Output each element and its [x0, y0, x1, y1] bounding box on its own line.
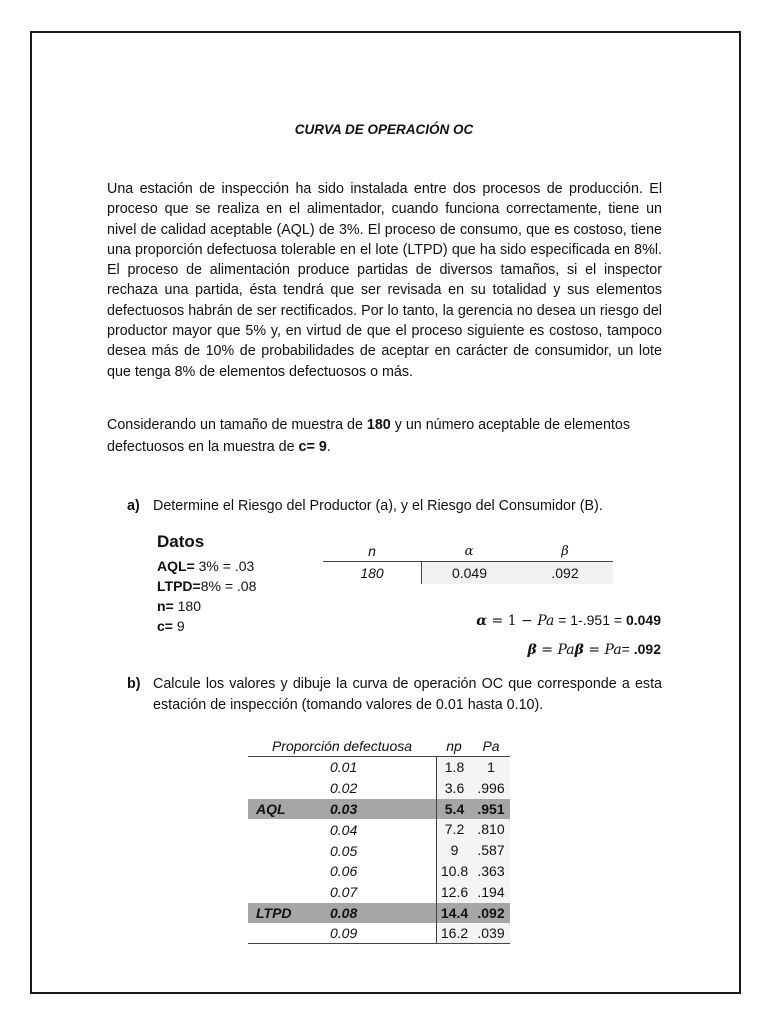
problem-statement: Una estación de inspección ha sido instalada entre dos procesos de producción. El proceso que se realiza en el alimentador, cuando funciona correctamente, tiene un nivel de calidad aceptable (AQL) de 3%. El proceso de consumo, que es costoso, tiene una proporción defectuosa tolerable en el lote (LTPD) que ha sido especificada en 8%l. El proceso de alimentación produce partidas de diversos tamaños, si el inspector rechaza una partida, ésta tendrá que ser revisada en su totalidad y sus elementos defectuosos habrán de ser rectificados. Por lo tanto, la gerencia no desea un riesgo del productor mayor que 5% y, en virtud de que el proceso siguiente es costoso, tampoco desea más de 10% de probabilidades de aceptar en carácter de consumidor, un lote que tenga 8% de elementos defectuosos o más. — [107, 181, 662, 380]
document-title: CURVA DE OPERACIÓN OC — [294, 122, 474, 137]
pa-symbol: Pa — [557, 642, 575, 658]
beta-equation — [528, 641, 661, 658]
acceptance-number-value: c= 9 — [298, 439, 327, 455]
equation-operator: = — [536, 642, 558, 658]
beta-symbol: β — [527, 642, 537, 658]
row-pa: .587 — [472, 840, 510, 861]
alpha-equation — [476, 612, 661, 629]
row-label: LTPD — [256, 904, 292, 921]
table-row — [248, 819, 510, 840]
equation-rhs: = — [621, 641, 634, 657]
row-np: 9 — [436, 840, 472, 861]
question-b-text: Calcule los valores y dibuje la curva de operación OC que corresponde a esta estación de inspección (tomando valores de 0.01 hasta 0.10). — [153, 676, 662, 713]
row-label: AQL — [256, 800, 286, 817]
datos-value: 3% = — [194, 558, 235, 574]
question-b — [127, 674, 662, 715]
row-pa: 1 — [472, 757, 510, 778]
sample-size-value: 180 — [366, 417, 391, 433]
question-a-letter: a) — [127, 498, 140, 514]
datos-heading: Datos — [157, 532, 205, 551]
cell-alpha: 0.049 — [421, 562, 517, 584]
oc-table — [248, 735, 510, 944]
row-np: 12.6 — [436, 882, 472, 903]
row-proportion: 0.09 — [330, 925, 358, 942]
row-proportion: 0.05 — [330, 842, 358, 859]
row-np: 16.2 — [436, 923, 472, 943]
datos-item-n — [157, 596, 256, 616]
row-proportion: 0.02 — [330, 780, 358, 797]
datos-value: 180 — [173, 598, 201, 614]
row-pa: .996 — [472, 778, 510, 799]
header-n: n — [368, 543, 376, 559]
table-row — [248, 861, 510, 882]
table-row-ltpd — [248, 903, 510, 924]
table-row — [248, 923, 510, 944]
row-pa: .194 — [472, 882, 510, 903]
datos-value: 9 — [172, 618, 185, 634]
sample-text-2: y un número aceptable de elementos defectuosos en la muestra de — [107, 417, 630, 455]
header-alpha: α — [464, 544, 474, 559]
sample-statement — [107, 414, 662, 458]
sample-text-3: . — [326, 439, 331, 455]
datos-item-aql — [157, 556, 256, 576]
table-row — [248, 757, 510, 778]
header-np: np — [446, 738, 462, 754]
beta-result-text — [622, 641, 661, 657]
pa-symbol: Pa — [537, 613, 555, 629]
row-proportion: 0.01 — [330, 759, 358, 776]
row-pa: .092 — [472, 903, 510, 924]
row-np: 1.8 — [436, 757, 472, 778]
datos-label: n= — [157, 598, 174, 614]
equation-operator: = 1 − — [487, 613, 538, 629]
sample-text-1: Considerando un tamaño de muestra de — [107, 417, 367, 433]
pa-symbol: Pa — [604, 642, 622, 658]
datos-value-decimal: .03 — [234, 558, 255, 574]
table-row — [248, 840, 510, 861]
table-row — [248, 778, 510, 799]
beta-result: .092 — [633, 641, 661, 657]
table-row-aql — [248, 799, 510, 820]
alpha-result: 0.049 — [625, 612, 661, 628]
row-np: 14.4 — [436, 903, 472, 924]
row-pa: .951 — [472, 799, 510, 820]
row-proportion: 0.08 — [330, 904, 358, 921]
datos-label: AQL= — [157, 558, 195, 574]
oc-table-header — [248, 735, 510, 757]
equation-rhs: = 1-.951 = — [554, 612, 626, 628]
row-np: 5.4 — [436, 799, 472, 820]
row-proportion: 0.04 — [330, 821, 358, 838]
alpha-symbol: α — [476, 613, 488, 629]
datos-label: LTPD= — [157, 578, 201, 594]
datos-item-ltpd — [157, 576, 256, 596]
question-a — [127, 498, 603, 514]
datos-label: c= — [157, 618, 173, 634]
question-a-text: Determine el Riesgo del Productor (a), y el Riesgo del Consumidor (B). — [153, 498, 603, 514]
row-pa: .363 — [472, 861, 510, 882]
row-proportion: 0.06 — [330, 863, 358, 880]
alpha-result-text — [554, 612, 661, 628]
cell-beta: .092 — [517, 562, 613, 584]
row-pa: .810 — [472, 819, 510, 840]
beta-symbol-2: β — [574, 642, 584, 658]
datos-value: 8% = — [200, 578, 237, 594]
risk-table-header — [323, 540, 613, 562]
row-np: 3.6 — [436, 778, 472, 799]
header-pa: Pa — [482, 738, 500, 754]
datos-item-c — [157, 616, 256, 636]
table-row — [248, 882, 510, 903]
header-proportion: Proporción defectuosa — [271, 737, 413, 754]
datos-list — [157, 556, 256, 636]
risk-table — [323, 540, 613, 584]
row-np: 10.8 — [436, 861, 472, 882]
datos-value-decimal: .08 — [236, 578, 257, 594]
row-proportion: 0.03 — [330, 800, 358, 817]
cell-n: 180 — [360, 565, 384, 581]
question-b-letter: b) — [127, 676, 141, 692]
row-np: 7.2 — [436, 819, 472, 840]
row-proportion: 0.07 — [330, 884, 358, 901]
row-pa: .039 — [472, 923, 510, 943]
risk-table-row — [323, 562, 613, 584]
header-beta: β — [561, 544, 569, 559]
equation-operator: = — [583, 642, 605, 658]
